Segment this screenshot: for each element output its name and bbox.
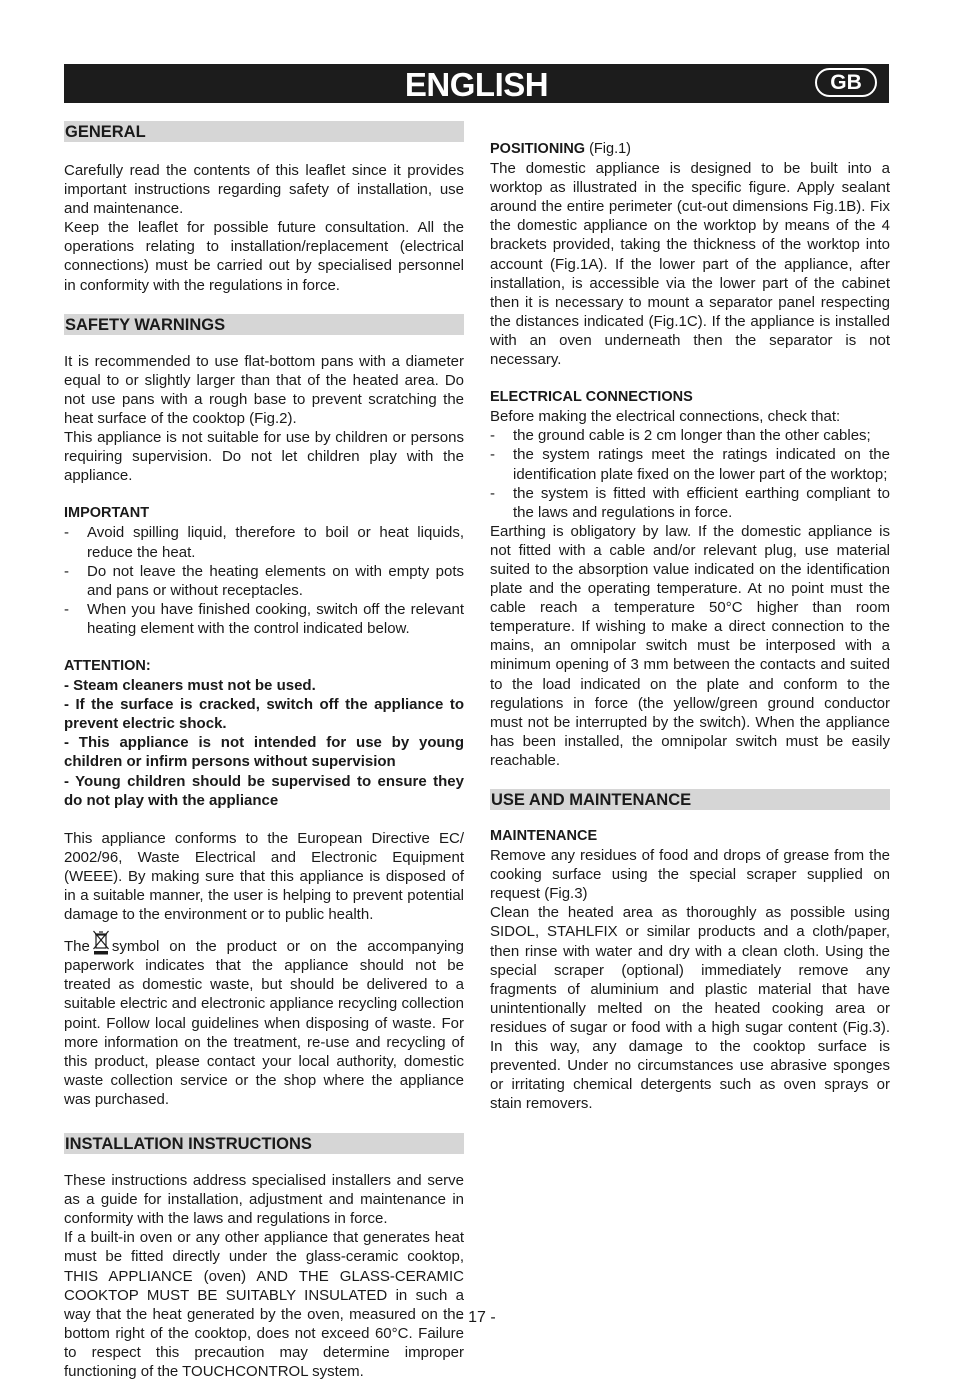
general-heading: GENERAL — [64, 121, 464, 142]
positioning-figure-ref: (Fig.1) — [585, 141, 631, 157]
right-column — [490, 121, 890, 1113]
electrical-item: - the ground cable is 2 cm longer than the other cables; — [490, 426, 890, 445]
positioning-title: POSITIONING — [490, 141, 586, 157]
important-item: - When you have finished cooking, switch off the relevant heating element with the control indicated below. — [64, 600, 464, 638]
installation-paragraph-2: If a built-in oven or any other appliance that generates heat must be fitted directly under the glass-ceramic cooktop, THIS APPLIANCE (oven) AND THE GLASS-CERAMIC COOKTOP MUST BE SUITABLY INSULATED in such a way that the heat generated by the oven, measured on the bottom right of the cooktop, does not exceed 60°C. Failure to respect this precaution may determine improper functioning of the TOUCHCONTROL system. — [64, 1229, 464, 1380]
use-maintenance-heading: USE AND MAINTENANCE — [490, 789, 890, 810]
language-banner — [64, 64, 889, 103]
weee-symbol-text-before: The — [64, 938, 90, 956]
important-label: IMPORTANT — [64, 505, 150, 522]
safety-paragraph-2: This appliance is not suitable for use by children or persons requiring supervision. Do not let children play with the appliance. — [64, 429, 464, 485]
safety-paragraph-1: It is recommended to use flat-bottom pans with a diameter equal to or slightly larger than that of the heated area. Do not use pans with a rough base to prevent scratching the heat surface of the cooktop (Fig.2). — [64, 352, 464, 427]
installation-heading: INSTALLATION INSTRUCTIONS — [64, 1133, 464, 1154]
general-paragraph-2: Keep the leaflet for possible future consultation. All the operations relating to installation/replacement (electrical connections) must be carried out by specialised personnel in conformity with the regulations in force. — [64, 219, 464, 294]
attention-item: - Young children should be supervised to ensure they do not play with the appliance — [64, 772, 464, 809]
important-list — [64, 523, 464, 638]
attention-item: - This appliance is not intended for use by young children or infirm persons without supervision — [64, 734, 464, 771]
attention-item: - If the surface is cracked, switch off the appliance to prevent electric shock. — [64, 696, 464, 733]
attention-label: ATTENTION: — [64, 657, 151, 674]
general-paragraph-1: Carefully read the contents of this leaflet since it provides important instructions regarding safety of installation, use and maintenance. — [64, 162, 464, 218]
important-item: - Avoid spilling liquid, therefore to boil or heat liquids, reduce the heat. — [64, 523, 464, 561]
positioning-paragraph: The domestic appliance is designed to be built into a worktop as illustrated in the specific figure. Apply sealant around the entire perimeter (cut-out dimensions Fig.1B). Fix the domestic appliance on the worktop by means of the 4 brackets provided, taking the thickness of the worktop into account (Fig.1A). If the lower part of the appliance, after installation, is accessible via the lower part of the cabinet then it is necessary to mount a separator panel respecting the distances indicated (Fig.1C). If the appliance is installed with an oven underneath then the separator is not necessary. — [490, 160, 890, 369]
electrical-intro: Before making the electrical connections, check that: — [490, 408, 841, 426]
attention-item: - Steam cleaners must not be used. — [64, 677, 316, 695]
maintenance-label: MAINTENANCE — [490, 828, 598, 844]
positioning-label — [490, 140, 890, 159]
left-column — [64, 121, 464, 1381]
electrical-label: ELECTRICAL CONNECTIONS — [490, 389, 693, 406]
weee-symbol-text-after: symbol on the product or on the accompanying paperwork indicates that the appliance should not be treated as domestic waste, but should be delivered to a suitable electric and electronic appliance recycling collection point. Follow local guidelines when disposing of waste. For more information on the treatment, re-use and recycling of this product, please contact your local authority, domestic waste collection service or the shop where the appliance was purchased. — [64, 938, 464, 1108]
banner-title: ENGLISH — [404, 66, 549, 103]
important-item: - Do not leave the heating elements on with empty pots and pans or without receptacles. — [64, 562, 464, 600]
electrical-paragraph: Earthing is obligatory by law. If the domestic appliance is not fitted with a cable and/or relevant plug, use material suited to the absorption value indicated on the identification plate and the operating temperature. At no point must the cable reach a temperature 50°C higher than room temperature. If wishing to make a direct connection to the mains, an omnipolar switch must be interposed with a minimum opening of 3 mm between the contacts and suited to the load indicated on the plate and conform to the regulations in force (the yellow/green ground conductor must not be interrupted by the switch). When the appliance has been installed, the omnipolar switch must be easily reachable. — [490, 522, 890, 769]
maintenance-paragraph-2: Clean the heated area as thoroughly as possible using SIDOL, STAHLFIX or similar products and a cloth/paper, then rinse with water and dry with a clean cloth. Using the special scraper (optional) immediately remove any fragments of aluminium and plastic material that have unintentionally melted on the heated cooking area or residues of sugar or food with a high sugar content (Fig.3). In this way, any damage to the cooktop surface is prevented. Under no circumstances use abrasive sponges or irritating chemical detergents such as oven sprays or stain removers. — [490, 904, 890, 1113]
language-badge: GB — [815, 68, 877, 97]
safety-heading: SAFETY WARNINGS — [64, 314, 464, 335]
page-number: - 17 - — [458, 1309, 496, 1326]
crossed-bin-icon — [93, 930, 109, 955]
maintenance-paragraph-1: Remove any residues of food and drops of grease from the cooking surface using the special scraper supplied on request (Fig.3) — [490, 847, 890, 903]
weee-symbol-paragraph — [64, 930, 464, 1109]
electrical-item: - the system is fitted with efficient earthing compliant to the laws and regulations in force. — [490, 484, 890, 522]
electrical-list — [490, 426, 890, 521]
installation-paragraph-1: These instructions address specialised installers and serve as a guide for installation, adjustment and maintenance in conformity with the laws and regulations in force. — [64, 1172, 464, 1228]
electrical-item: - the system ratings meet the ratings indicated on the identification plate fixed on the lower part of the worktop; — [490, 445, 890, 483]
weee-paragraph: This appliance conforms to the European Directive EC/ 2002/96, Waste Electrical and Electronic Equipment (WEEE). By making sure that this appliance is disposed of in a suitable manner, the user is helping to prevent potential damage to the environment or to public health. — [64, 829, 464, 924]
